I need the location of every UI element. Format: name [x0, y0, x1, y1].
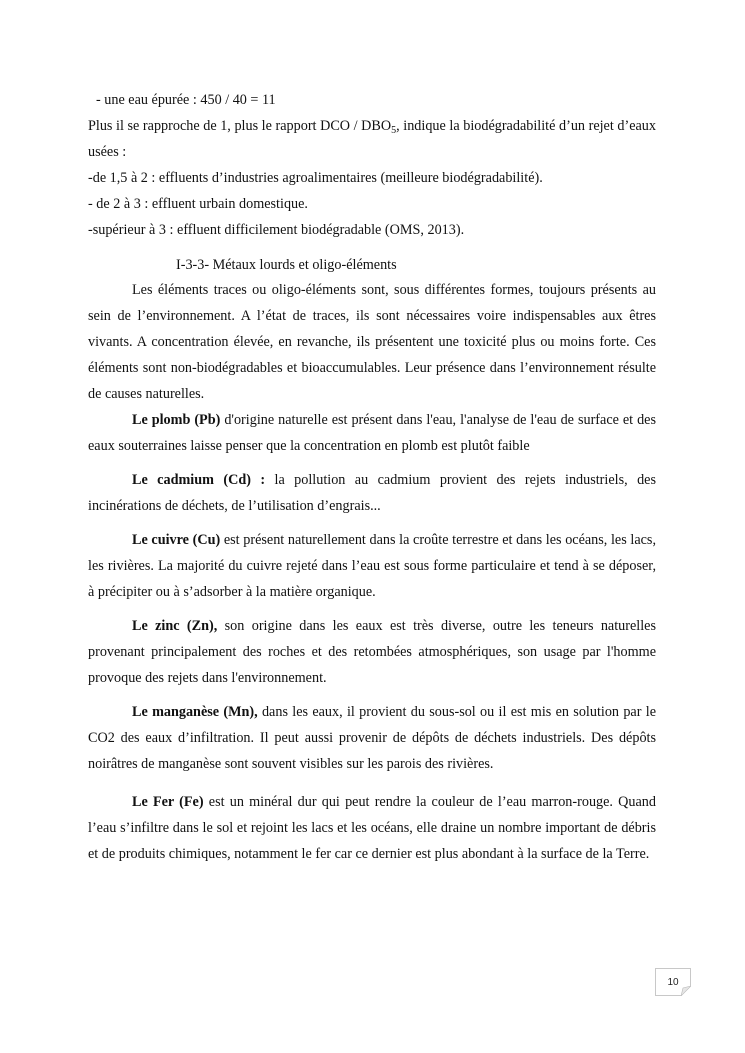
metal-paragraph-cadmium: [88, 467, 656, 519]
metal-text: la pollution au cadmium provient des rejets industriels, des incinérations de déchets, de l’utilisation d’engrais...: [88, 472, 656, 514]
metal-text: est présent naturellement dans la croûte terrestre et dans les océans, les lacs, les rivières. La majorité du cuivre rejeté dans l’eau est sous forme particulaire et tend à se déposer, à précipiter ou à s’adsorber à la matière organique.: [88, 532, 657, 600]
list-item: - de 2 à 3 : effluent urbain domestique.: [88, 196, 308, 212]
metal-paragraph-manganese: [88, 699, 656, 777]
page-curl-icon: [681, 986, 691, 996]
ratio-paragraph: [88, 113, 656, 165]
metal-paragraph-plomb: [88, 407, 656, 459]
metal-text: est un minéral dur qui peut rendre la couleur de l’eau marron-rouge. Quand l’eau s’infiltre dans le sol et rejoint les lacs et les océans, elle draine un nombre important de débris et de produits chimiques, notamment le fer car ce dernier est plus abondant à la surface de la Terre.: [88, 794, 656, 862]
page-number-box: [655, 968, 691, 996]
ratio-subscript: 5: [391, 125, 397, 136]
ratio-text-before: Plus il se rapproche de 1, plus le rapport DCO / DBO: [88, 118, 392, 134]
line-eau-epuree: - une eau épurée : 450 / 40 = 11: [96, 92, 276, 108]
metal-paragraph-fer: [88, 789, 656, 867]
intro-paragraph: Les éléments traces ou oligo-éléments sont, sous différentes formes, toujours présents au sein de l’environnement. A l’état de traces, ils sont nécessaires voire indispensables aux êtres vivants. A concentration élevée, en revanche, ils présentent une toxicité plus ou moins forte. Ces éléments sont non-biodégradables et bioaccumulables. Leur présence dans l’environnement résulte de causes naturelles.: [88, 282, 656, 402]
section-heading: I-3-3- Métaux lourds et oligo-éléments: [176, 257, 397, 273]
metal-name: Le Fer (Fe): [132, 794, 204, 810]
metal-text: d'origine naturelle est présent dans l'eau, l'analyse de l'eau de surface et des eaux souterraines laisse penser que la concentration en plomb est plutôt faible: [88, 412, 656, 454]
document-page: [88, 87, 656, 867]
metal-text: son origine dans les eaux est très diverse, outre les teneurs naturelles provenant principalement des roches et des retombées atmosphériques, son usage par l'homme provoque des rejets dans l'environnement.: [88, 618, 656, 686]
list-item: -supérieur à 3 : effluent difficilement biodégradable (OMS, 2013).: [88, 222, 465, 238]
metal-name: Le cuivre (Cu): [132, 532, 221, 548]
list-item: -de 1,5 à 2 : effluents d’industries agroalimentaires (meilleure biodégradabilité).: [88, 170, 543, 186]
metal-paragraph-cuivre: [88, 527, 656, 605]
metal-text: dans les eaux, il provient du sous-sol ou il est mis en solution par le CO2 des eaux d’infiltration. Il peut aussi provenir de dépôts de déchets industriels. Des dépôts noirâtres de manganèse sont souvent visibles sur les parois des rivières.: [88, 704, 656, 772]
metal-paragraph-zinc: [88, 613, 656, 691]
metal-name: Le plomb (Pb): [132, 412, 221, 428]
metal-name: Le manganèse (Mn),: [132, 704, 258, 720]
metal-name: Le cadmium (Cd) :: [132, 472, 266, 488]
ratio-text-after: , indique la biodégradabilité d’un rejet d’eaux usées :: [88, 118, 656, 160]
metal-name: Le zinc (Zn),: [132, 618, 218, 634]
page-number: 10: [667, 976, 679, 988]
